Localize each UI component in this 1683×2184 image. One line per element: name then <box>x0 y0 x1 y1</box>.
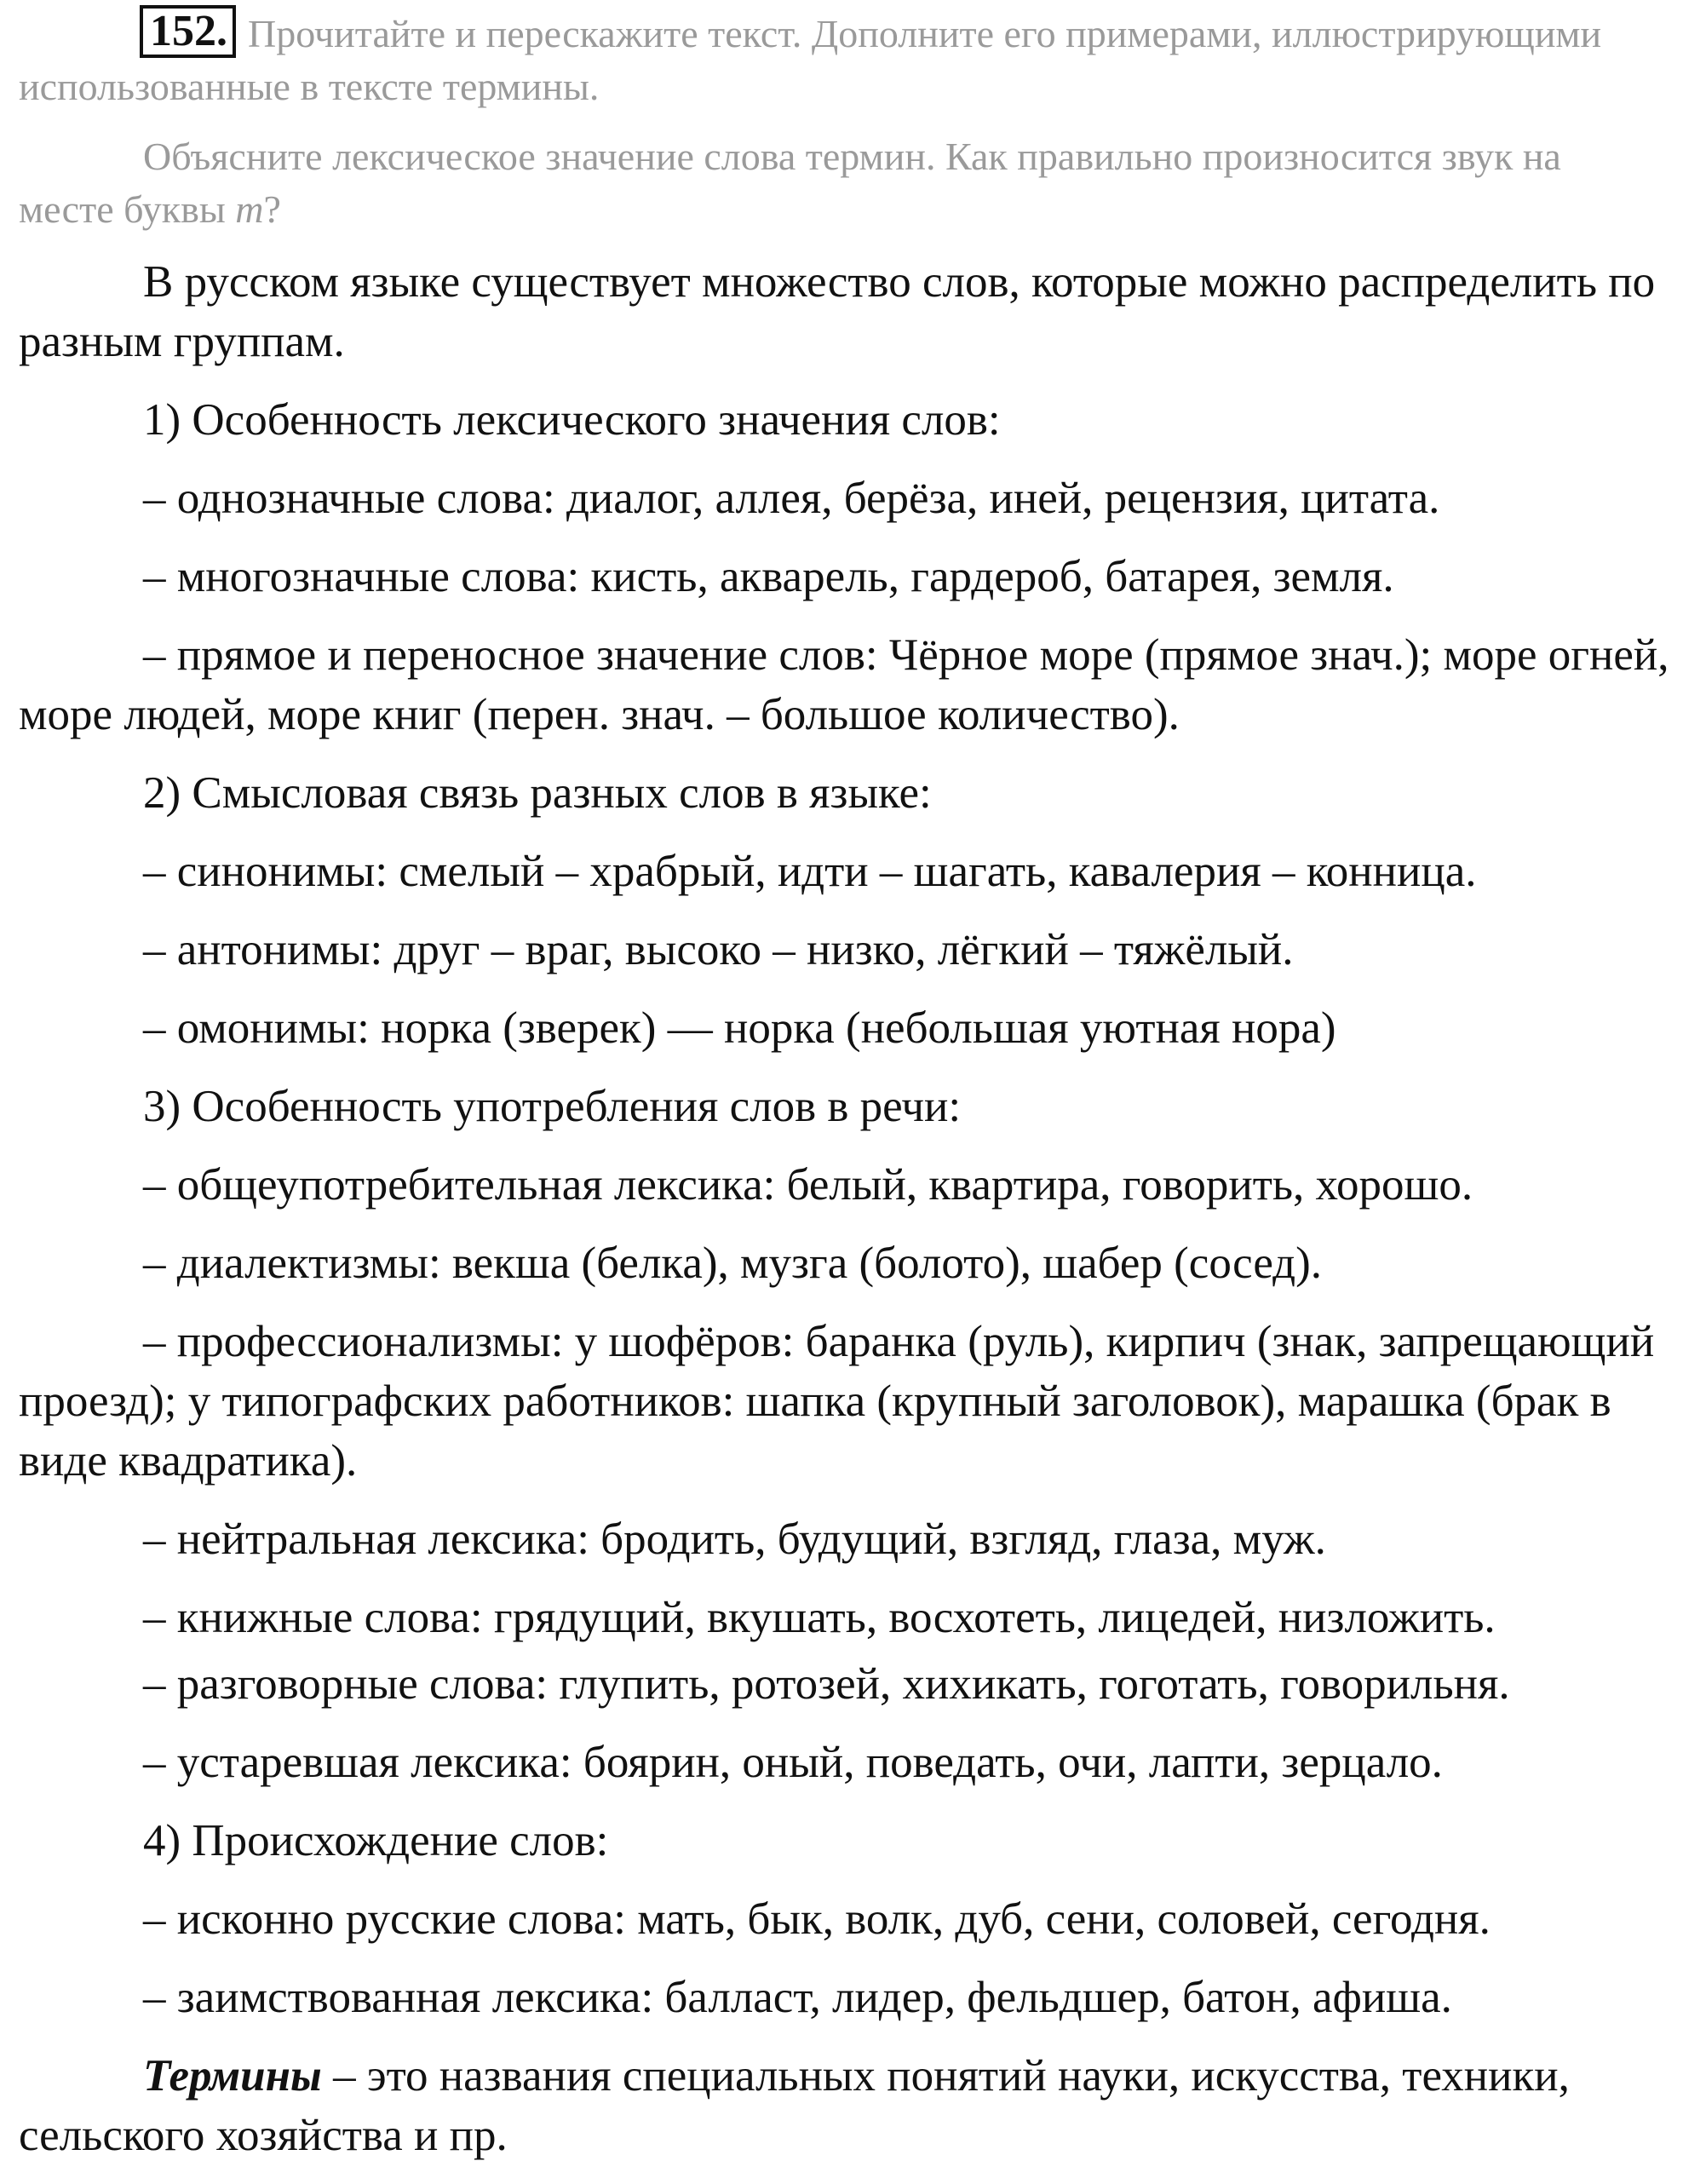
main-text <box>19 252 1671 2184</box>
task-instruction-1 <box>19 5 1663 113</box>
section-4-title: 4) Происхождение слов: <box>143 1816 609 1865</box>
terms-definition <box>19 2046 1671 2165</box>
section-2-item-3: – омонимы: норка (зверек) — норка (небольшая уютная нора) <box>143 1003 1336 1053</box>
section-3-item-1: – общеупотребительная лексика: белый, квартира, говорить, хорошо. <box>143 1160 1473 1210</box>
section-3-item-2: – диалектизмы: векша (белка), музга (болото), шабер (сосед). <box>143 1239 1323 1288</box>
section-1-item-3: – прямое и переносное значение слов: Чёрное море (прямое знач.); море огней, море людей, море книг (перен. знач. – большое количество). <box>19 630 1669 739</box>
section-2-item-1: – синонимы: смелый – храбрый, идти – шагать, кавалерия – конница. <box>143 847 1477 896</box>
section-4-item-2: – заимствованная лексика: балласт, лидер, фельдшер, батон, афиша. <box>143 1973 1452 2022</box>
instruction-2-after: ? <box>263 187 281 231</box>
instruction-1-text: Прочитайте и перескажите текст. Дополните его примерами, иллюстрирующими использованные в тексте термины. <box>19 12 1602 108</box>
task-instruction-2 <box>19 130 1663 236</box>
section-3-item-3: – профессионализмы: у шофёров: баранка (руль), кирпич (знак, запрещающий проезд); у типографских работников: шапка (крупный заголовок), марашка (брак в виде квадратика). <box>19 1317 1655 1486</box>
exercise-number: 152. <box>140 5 236 58</box>
instruction-2-before: Объясните лексическое значение слова термин. Как правильно произносится звук на месте буквы <box>19 135 1561 231</box>
section-2-item-2: – антонимы: друг – враг, высоко – низко, лёгкий – тяжёлый. <box>143 925 1294 974</box>
section-3-item-6: – разговорные слова: глупить, ротозей, хихикать, гоготать, говорильня. <box>143 1659 1510 1709</box>
section-3-item-4: – нейтральная лексика: бродить, будущий, взгляд, глаза, муж. <box>143 1514 1326 1564</box>
section-3-item-5: – книжные слова: грядущий, вкушать, восхотеть, лицедей, низложить. <box>143 1593 1496 1642</box>
section-4-item-1: – исконно русские слова: мать, бык, волк, дуб, сени, соловей, сегодня. <box>143 1894 1491 1944</box>
term-definition-text: – это названия специальных понятий науки, искусства, техники, сельского хозяйства и пр. <box>19 2051 1570 2160</box>
instruction-2-letter: т <box>235 187 264 231</box>
section-2-title: 2) Смысловая связь разных слов в языке: <box>143 768 932 818</box>
exercise-task <box>19 5 1663 236</box>
section-3-item-7: – устаревшая лексика: боярин, оный, поведать, очи, лапти, зерцало. <box>143 1738 1443 1787</box>
section-3-title: 3) Особенность употребления слов в речи: <box>143 1082 962 1131</box>
intro-paragraph: В русском языке существует множество слов, которые можно распределить по разным группам. <box>19 257 1656 366</box>
term-word: Термины <box>143 2051 322 2101</box>
section-1-item-1: – однозначные слова: диалог, аллея, берёза, иней, рецензия, цитата. <box>143 474 1440 523</box>
section-1-item-2: – многозначные слова: кисть, акварель, гардероб, батарея, земля. <box>143 552 1394 601</box>
section-1-title: 1) Особенность лексического значения слов: <box>143 395 1001 445</box>
